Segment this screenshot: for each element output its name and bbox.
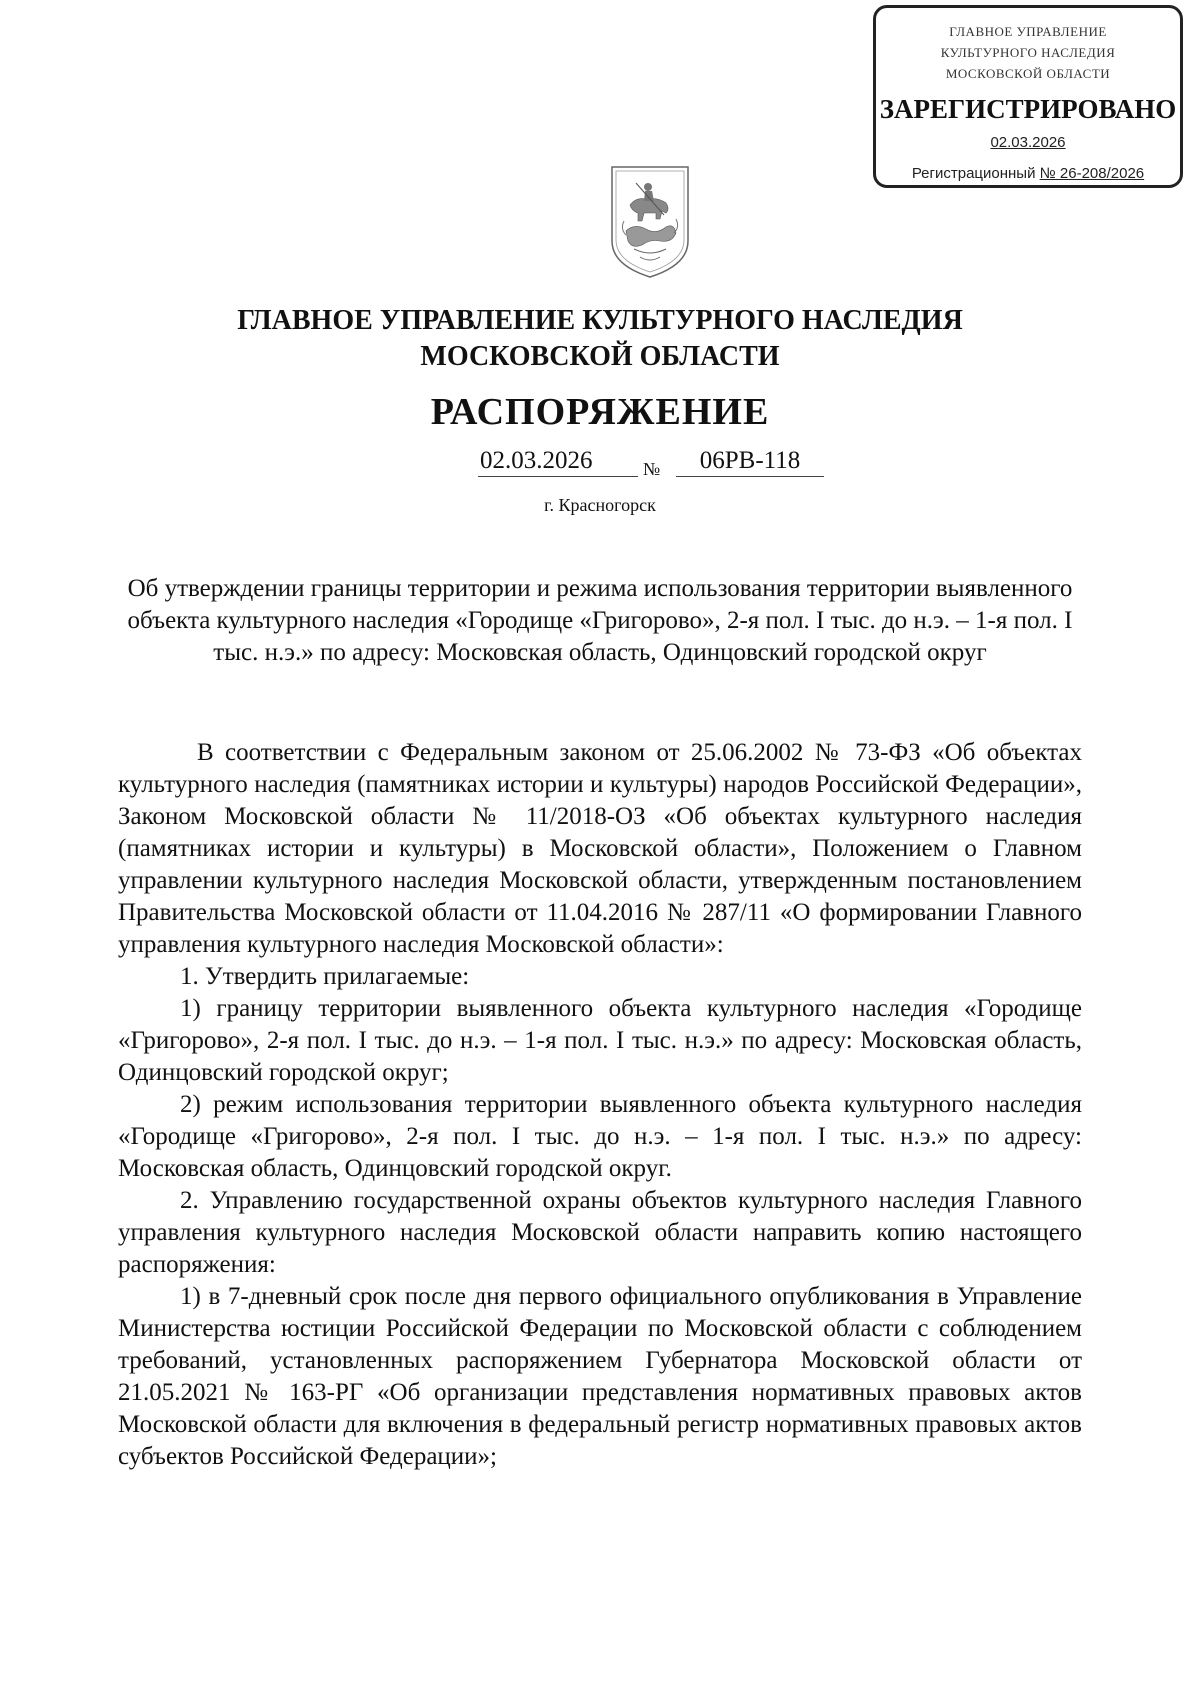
item-1-1: 1) границу территории выявленного объекта культурного наследия «Городище «Григорово», 2-я пол. I тыс. до н.э. – 1-я пол. I тыс. н.э.» по адресу: Московская область, Одинцовский городской округ; bbox=[118, 995, 1082, 1086]
document-city: г. Красногорск bbox=[544, 495, 656, 515]
preamble-paragraph: В соответствии с Федеральным законом от 25.06.2002 № 73-ФЗ «Об объектах культурного наследия (памятниках истории и культуры) народов Российской Федерации», Законом Московской области № 11/2018-ОЗ «Об объектах культурного наследия (памятниках истории и культуры) в Московской области», Положением о Главном управлении культурного наследия Московской области, утвержденным постановлением Правительства Московской области от 11.04.2016 № 287/11 «О формировании Главного управления культурного наследия Московской области»: bbox=[118, 739, 1082, 958]
document-body bbox=[118, 737, 1082, 1473]
item-2-1: 1) в 7-дневный срок после дня первого официального опубликования в Управление Министерства юстиции Российской Федерации по Московской области с соблюдением требований, установленных распоряжением Губернатора Московской области от 21.05.2021 № 163-РГ «Об организации представления нормативных правовых актов Московской области для включения в федеральный регистр нормативных правовых актов субъектов Российской Федерации»; bbox=[118, 1283, 1082, 1470]
registration-stamp bbox=[873, 5, 1183, 188]
number-sign: № bbox=[643, 459, 661, 479]
organization-name-line-1: ГЛАВНОЕ УПРАВЛЕНИЕ КУЛЬТУРНОГО НАСЛЕДИЯ bbox=[237, 305, 963, 336]
item-1: 1. Утвердить прилагаемые: bbox=[180, 963, 470, 990]
stamp-date: 02.03.2026 bbox=[990, 134, 1066, 151]
stamp-org-line-1: ГЛАВНОЕ УПРАВЛЕНИЕ bbox=[949, 24, 1107, 39]
document-subject: Об утверждении границы территории и режима использования территории выявленного объекта культурного наследия «Городище «Григорово», 2-я пол. I тыс. до н.э. – 1-я пол. I тыс. н.э.» по адресу: Московская область, Одинцовский городской округ bbox=[127, 575, 1073, 666]
date-number-line bbox=[478, 446, 824, 480]
document-number: 06РВ-118 bbox=[676, 446, 824, 477]
stamp-regnum-label: Регистрационный bbox=[911, 165, 1040, 182]
coat-of-arms-icon bbox=[606, 163, 694, 281]
stamp-org-line-2: КУЛЬТУРНОГО НАСЛЕДИЯ bbox=[940, 45, 1116, 60]
stamp-regnum-value: № 26-208/2026 bbox=[1039, 165, 1145, 182]
stamp-org-line-3: МОСКОВСКОЙ ОБЛАСТИ bbox=[945, 66, 1111, 81]
organization-name bbox=[0, 303, 1200, 375]
organization-name-line-2: МОСКОВСКОЙ ОБЛАСТИ bbox=[420, 341, 780, 372]
stamp-registration-number bbox=[876, 163, 1180, 185]
document-type: РАСПОРЯЖЕНИЕ bbox=[430, 391, 770, 433]
stamp-registered-label: ЗАРЕГИСТРИРОВАНО bbox=[879, 94, 1177, 124]
document-date: 02.03.2026 bbox=[478, 446, 638, 477]
item-2: 2. Управлению государственной охраны объектов культурного наследия Главного управления культурного наследия Московской области направить копию настоящего распоряжения: bbox=[118, 1187, 1082, 1278]
item-1-2: 2) режим использования территории выявленного объекта культурного наследия «Городище «Григорово», 2-я пол. I тыс. до н.э. – 1-я пол. I тыс. н.э.» по адресу: Московская область, Одинцовский городской округ. bbox=[118, 1091, 1082, 1182]
